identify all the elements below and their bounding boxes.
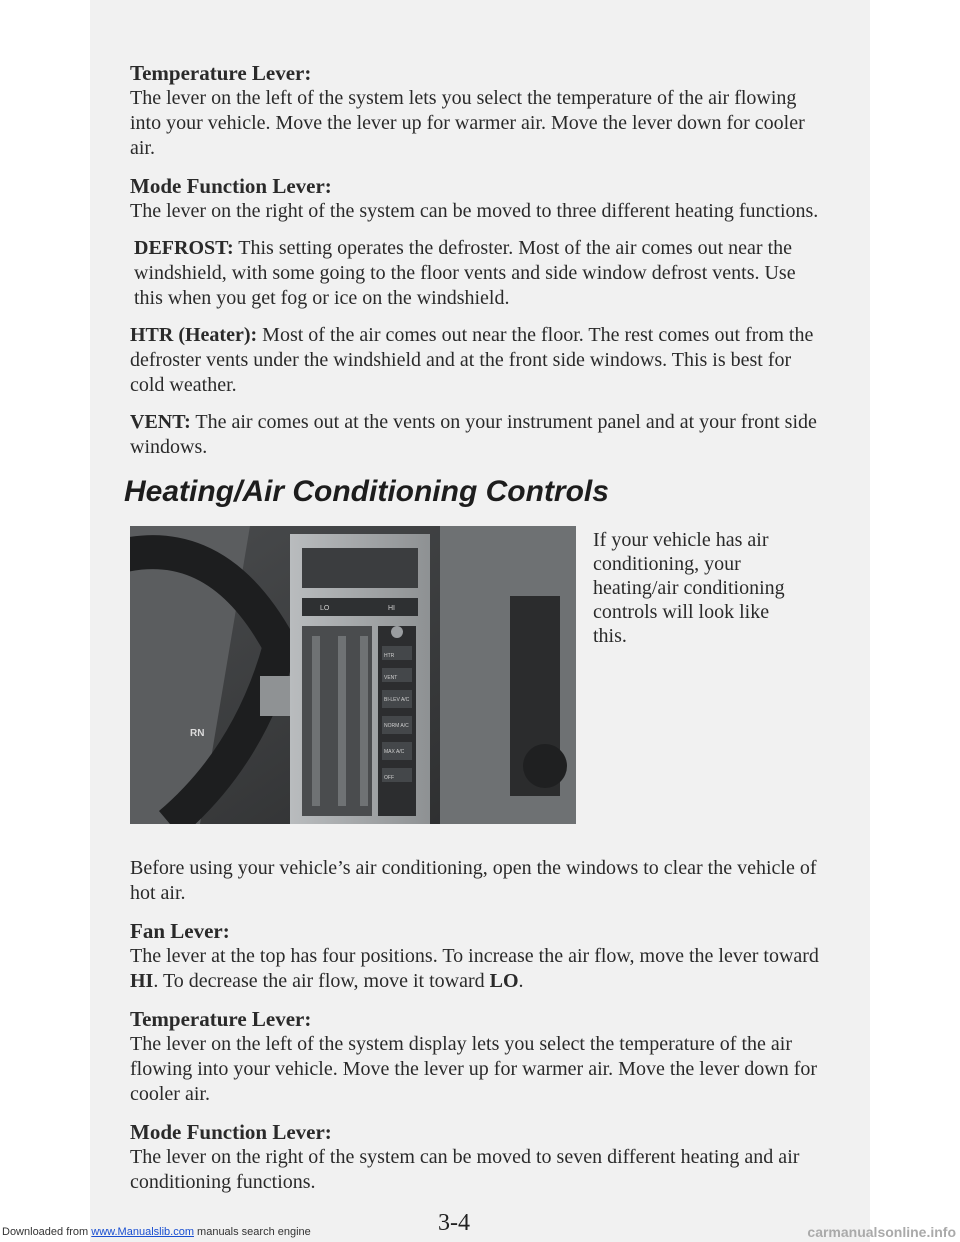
htr-text: Most of the air comes out near the floor. The rest comes out from the defroster vents under the windshield and at the front side windows. This is best for cold weather. (130, 324, 814, 396)
temperature-lever-text-2: The lever on the left of the system display lets you select the temperature of the air flowing into your vehicle. Move the lever up for warmer air. Move the lever down for cooler air. (130, 1033, 818, 1105)
panel-label: VENT (384, 675, 398, 681)
mode-function-lever-heading: Mode Function Lever: (130, 174, 332, 198)
page-number: 3-4 (438, 1210, 470, 1236)
defrost-paragraph (130, 236, 820, 311)
hvac-photo-illustration (130, 526, 576, 824)
panel-label: HTR (384, 653, 395, 659)
fan-lo: LO (489, 970, 519, 992)
defrost-term: DEFROST: (134, 237, 234, 259)
fan-lever-heading: Fan Lever: (130, 919, 230, 943)
vent-paragraph (130, 410, 820, 460)
fan-hi: HI (130, 970, 154, 992)
temperature-lever-text: The lever on the left of the system lets you select the temperature of the air flowing into your vehicle. Move the lever up for warmer air. Move the lever down for cooler air. (130, 87, 805, 159)
htr-paragraph (130, 323, 820, 398)
vent-text: The air comes out at the vents on your instrument panel and at your front side windows. (130, 411, 817, 458)
fan-text-a: The lever at the top has four positions. To increase the air flow, move the lever toward (130, 945, 819, 967)
section-title: Heating/Air Conditioning Controls (124, 475, 609, 508)
vent-term: VENT: (130, 411, 191, 433)
htr-term: HTR (Heater): (130, 324, 258, 346)
footer (0, 1210, 960, 1242)
document-body (124, 60, 820, 1207)
panel-label: LO (320, 605, 330, 612)
mode-function-lever-text: The lever on the right of the system can be moved to three different heating functions. (130, 200, 819, 222)
defrost-text: This setting operates the defroster. Most of the air comes out near the windshield, with some going to the floor vents and side window defrost vents. Use this when you get fog or ice on the windshield. (134, 237, 796, 309)
panel-label: MAX A/C (384, 749, 405, 755)
svg-text:RN: RN (190, 728, 205, 739)
fan-text-c: . (518, 970, 524, 992)
panel-label: NORM A/C (384, 723, 409, 729)
temperature-lever-heading-2: Temperature Lever: (130, 1007, 312, 1031)
temperature-lever-heading: Temperature Lever: (130, 61, 312, 85)
panel-label: BI-LEV A/C (384, 697, 410, 703)
hvac-controls-photo (130, 526, 576, 824)
mode-function-lever-text-2: The lever on the right of the system can be moved to seven different heating and air conditioning functions. (130, 1146, 800, 1193)
download-suffix: manuals search engine (193, 1226, 311, 1238)
download-prefix: Downloaded from (2, 1226, 92, 1238)
fan-text-b: . To decrease the air flow, move it toward (153, 970, 490, 992)
mode-function-lever-heading-2: Mode Function Lever: (130, 1120, 332, 1144)
before-using-text: Before using your vehicle’s air conditioning, open the windows to clear the vehicle of hot air. (130, 857, 817, 904)
download-note (2, 1226, 311, 1238)
panel-label: HI (388, 605, 395, 612)
watermark: carmanualsonline.info (807, 1224, 956, 1240)
fan-lever-text (130, 944, 820, 994)
photo-caption: If your vehicle has air conditioning, your heating/air conditioning controls will look like this. (593, 529, 785, 647)
manualslib-link[interactable]: www.Manualslib.com (91, 1226, 194, 1238)
photo-row (130, 526, 820, 826)
panel-label: OFF (384, 775, 394, 781)
